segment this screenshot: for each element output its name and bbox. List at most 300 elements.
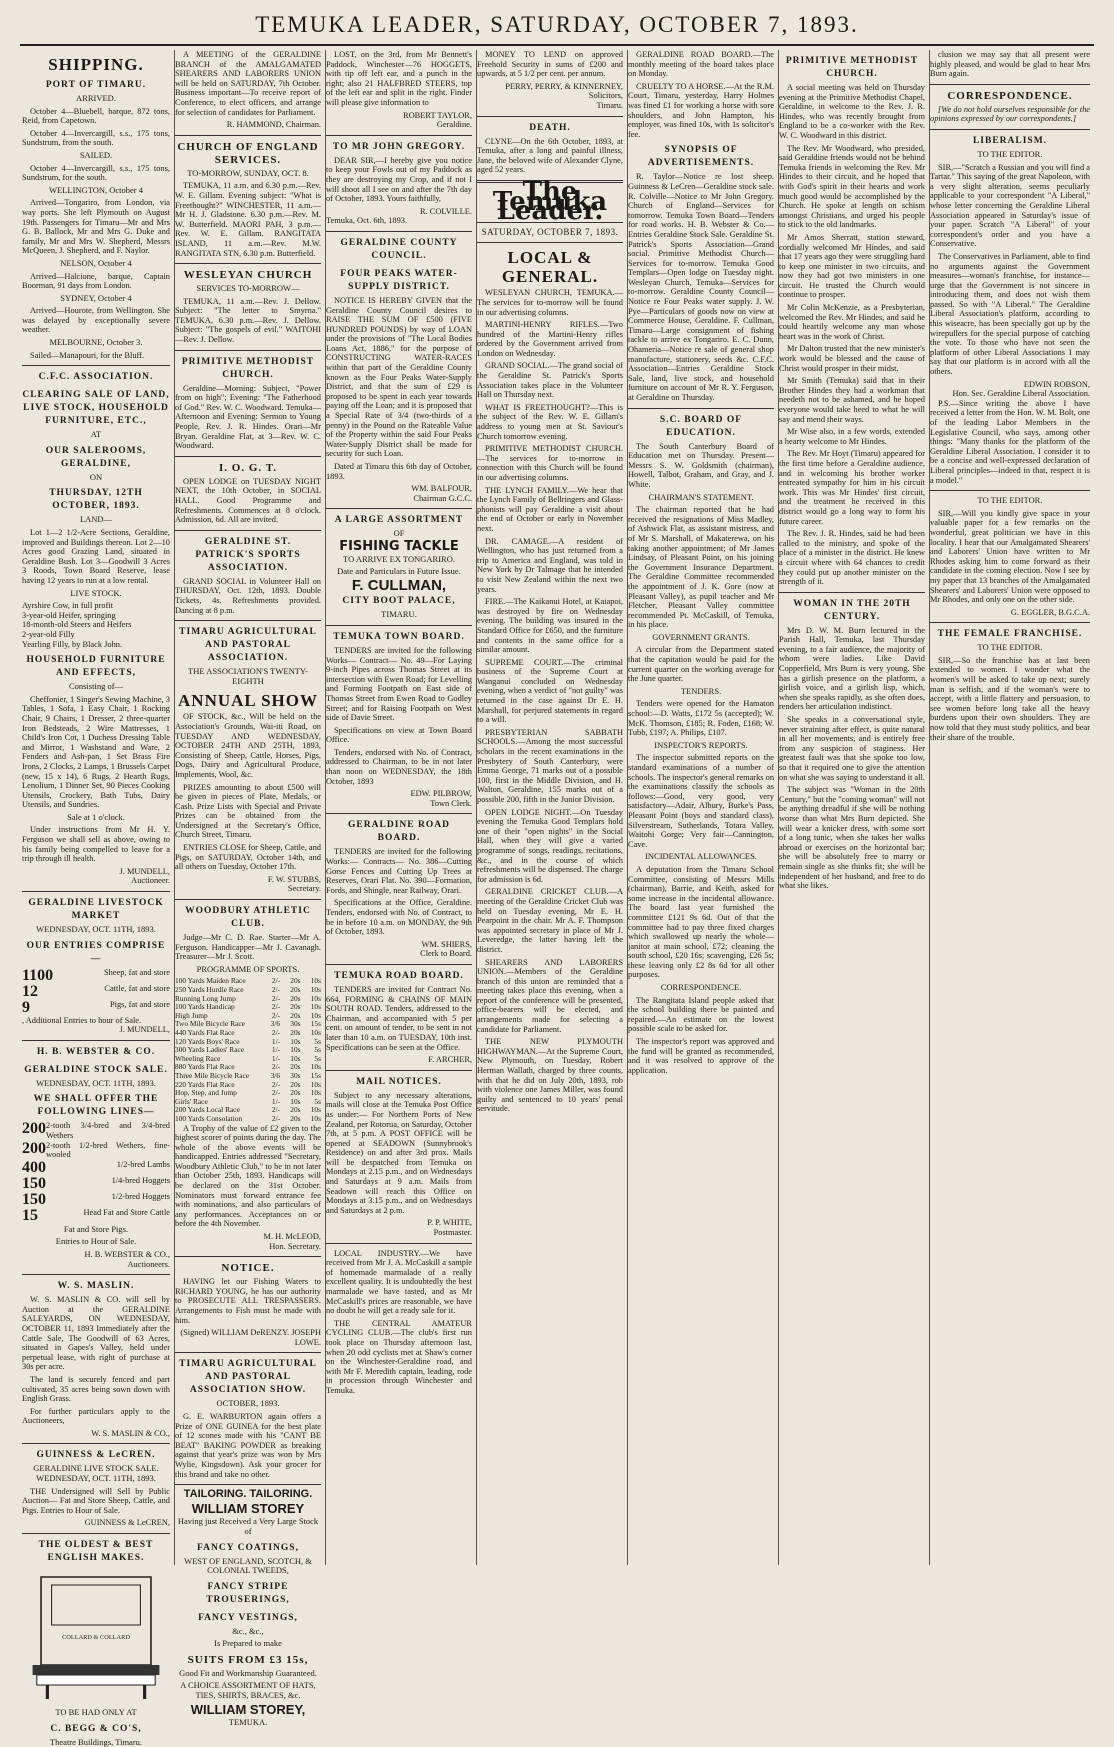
- primitive-text: Geraldine—Morning: Subject, "Power from on high"; Evening: "The Fatherhood of God." Rev. W. C. Woodward. Temuka—Afternoon and Evening: Sermon to Young People, Rev. J. R. Hindes. Orari—Mr Bryan. Geraldine Flat, at 3—Rev. W. C. Woodward.: [175, 383, 321, 451]
- masthead-rule: [20, 44, 1094, 46]
- iogt-text: OPEN LODGE on TUESDAY NIGHT NEXT, the 10th October, in SOCIAL HALL. Good Programme and Refreshments. Commences at 8 o'clock. Admission, 6d. All are invited.: [175, 476, 321, 525]
- gregory-heading: TO MR JOHN GREGORY.: [332, 141, 466, 152]
- maslin-heading: W. S. MASLIN.: [57, 1281, 135, 1292]
- woman-heading: WOMAN IN THE 20TH CENTURY.: [793, 598, 911, 622]
- divider: [175, 530, 321, 531]
- event-second-prize: 15s: [310, 1070, 321, 1080]
- divider: [22, 365, 170, 366]
- event-first-prize: 10s: [290, 1096, 301, 1106]
- closing-text: The inspector's report was approved and the fund will be granted as recommended, and it was resolved to approve of the application.: [628, 1037, 774, 1075]
- article-paragraph: Mr Dalton trusted that the new minister's work would be blessed and the cause of Christ would prosper in their midst.: [779, 344, 925, 373]
- clearing-sale-heading: CLEARING SALE OF LAND, LIVE STOCK, HOUSEHOLD FURNITURE, ETC.,: [22, 390, 170, 427]
- warburton-text: G. E. WARBURTON again offers a Prize of ONE GUINEA for the best plate of 12 scones made with his "CANT BE BEAT" BAKING POWDER as breaking against that year's prize was won by Mrs Wylie, Kingsdown). Ask your grocer for this brand and take no other.: [175, 1411, 321, 1479]
- article-paragraph: Mr Amos Sherratt, station steward, cordially welcomed Mr Hindes, and said that 17 years ago they were struggling hard to keep one minister in two circuits, and now they had got two ministers in one circuit. He trusted the Church would continue to prosper.: [779, 232, 925, 300]
- event-second-prize: 10s: [310, 1105, 321, 1115]
- on-label: ON: [89, 471, 103, 482]
- woodbury-officials: Judge—Mr C. D. Rae. Starter—Mr A. Ferguson. Handicapper—Mr J. Cavanagh. Treasurer—Mr J. Scott.: [175, 933, 321, 962]
- board-education-heading: S.C. BOARD OF EDUCATION.: [659, 414, 743, 438]
- four-peaks-text: NOTICE IS HEREBY GIVEN that the Geraldine County Council desires to RAISE THE SUM OF £500 (FIVE HUNDRED POUNDS) by way of LOAN under the provisions of "The Local Bodies Loans Act, 1886," for the purpose of CONSTRUCTING WATER-RACES within that part of the Geraldine County known as the Four Peaks Water-Supply District, and that the sum of £29 is proposed to be spent in each year towards paying off the Loan; and it is proposed that a Special Rate of 3/4 (two-thirds of a penny) in the Pound on the Rateable Value of the Property within the said Four Peaks Water-Supply District shall be made for security for such Loan.: [326, 295, 472, 459]
- sydney-text: Arrived—Hourote, from Wellington. She was delayed by exceptionally severe weather.: [22, 306, 170, 335]
- event-name: Girls' Race: [175, 1096, 208, 1106]
- government-grants-text: A circular from the Department stated that the capitation would be paid for the current quarter on the working average for the June quarter.: [628, 645, 774, 684]
- arrive-label: TO ARRIVE EX TONGARIRO.: [343, 553, 455, 564]
- column-7: [930, 50, 1090, 1565]
- article-paragraph: The subject was "Woman in the 20th Century," but the "coming woman" will not be anything dreadful if she will be nothing worse than what Mrs Burn depicted. She will wear a knicker dress, with some sort of a long tunic, when she takes her walks abroad or exercises on the horizontal bar; she will be absolutely free to marry or remain single as she thinks fit; she will be independent of her husband, and free to do what she likes.: [779, 785, 925, 891]
- trb-text: TENDERS are invited for Contract No. 664, FORMING & CHAINS OF MAIN SOUTH ROAD. Tenders, addressed to the Chairman, and accompanied with 5 per cent. on amount of tender, to be sent in not later than 10 a.m. on TUESDAY, 10th inst. Specifications can be seen at the Office.: [326, 984, 472, 1052]
- four-peaks-date: Dated at Timaru this 6th day of October, 1893.: [326, 462, 472, 481]
- event-name: 200 Yards Local Race: [175, 1105, 240, 1115]
- suits-price: SUITS FROM £3 15s,: [187, 1653, 309, 1666]
- geraldine-label: Geraldine.: [436, 120, 472, 130]
- tenders-text: Tenders were opened for the Hamaton school:—D. Watts, £172 5s (accepted); W. McK. Thomson, £185; R. Foden, £168; W. Tubb, £197; A. Philips, £107.: [628, 699, 774, 738]
- instructions-text: Under instructions from Mr H. Y. Ferguson we shall sell as above, owing to his family being compelled to leave for a trip through ill health.: [22, 825, 170, 864]
- cfc-heading: C.F.C. ASSOCIATION.: [38, 372, 154, 383]
- lost-notice: LOST, on the 3rd, from Mr Bennett's Paddock, Winchester—76 HOGGETS, with tip off left ear, and a punch in the right; also 21 HALFBRED STEERS, top of the left ear and split in the right. Finder will please give information to: [326, 50, 472, 107]
- auctioneer-label: Auctioneer.: [131, 876, 170, 886]
- article-paragraph: Mr Colin McKenzie, as a Presbyterian, welcomed the Rev. Mr Hindes, and said he could heartily welcome any man whose heart was in the work of Christ.: [779, 303, 925, 341]
- event-first-prize: 10s: [290, 1053, 301, 1063]
- event-second-prize: 15s: [310, 1019, 321, 1029]
- livestock-market-heading: GERALDINE LIVESTOCK MARKET: [28, 898, 164, 922]
- port-heading: PORT OF TIMARU.: [45, 80, 147, 90]
- guinness-signature: GUINNESS & LeCREN,: [84, 1518, 170, 1528]
- fat-pigs: Fat and Store Pigs.: [63, 1223, 129, 1234]
- event-fee: 2/-: [271, 1062, 281, 1072]
- divider: [175, 350, 321, 351]
- hon-sec-label: Hon. Secretary.: [269, 1241, 321, 1251]
- piano-footer: TO BE HAD ONLY AT: [55, 1707, 137, 1718]
- correspondence-heading: CORRESPONDENCE.: [660, 982, 742, 993]
- entries-heading: OUR ENTRIES COMPRISE—: [26, 940, 166, 964]
- offer-row: [22, 1141, 170, 1160]
- event-fee: 2/-: [271, 1027, 281, 1037]
- secretary-label: Secretary.: [287, 884, 321, 894]
- offer-desc: 1/2-bred Hoggets: [111, 1191, 170, 1201]
- robson-title: Hon. Sec. Geraldine Liberal Association.: [952, 389, 1090, 399]
- letter-paragraph: SIR,—So the franchise has at last been extended to women. I wonder what the women's will be asked to take up next; surely man is selfish, and if the woman's were to accept, with a little flattery and persuasion, to see women before long take all the heavy burdens upon their own shoulders. They are now told that they must study politics, and bear their share of the trouble.: [930, 655, 1090, 742]
- event-name: Hop, Step, and Jump: [175, 1088, 237, 1098]
- local-item: WESLEYAN CHURCH, TEMUKA.—The services for to-morrow will be found in our advertising columns.: [477, 288, 623, 317]
- offer-row: [22, 1121, 170, 1140]
- storey-signature: WILLIAM STOREY,: [190, 1701, 306, 1717]
- additional-entries: , Additional Entries to hour of Sale.: [22, 1015, 142, 1025]
- divider: [628, 408, 774, 409]
- divider: [477, 242, 623, 243]
- maslin-text-3: For further particulars apply to the Auctioneers,: [22, 1406, 170, 1426]
- timaru-label: TIMARU.: [381, 609, 417, 620]
- timaru-show-heading: TIMARU AGRICULTURAL AND PASTORAL ASSOCIATION SHOW.: [179, 1359, 317, 1396]
- event-second-prize: 10s: [310, 1010, 321, 1020]
- divider: [175, 620, 321, 621]
- divider: [326, 813, 472, 814]
- chairman-statement-heading: CHAIRMAN'S STATEMENT.: [648, 491, 754, 502]
- mundell-signature: J. MUNDELL,: [119, 1025, 170, 1035]
- column-4: [477, 50, 628, 1565]
- divider: [22, 1443, 170, 1444]
- divider: [175, 135, 321, 136]
- boot-palace: CITY BOOT PALACE,: [342, 596, 456, 607]
- event-second-prize: 10s: [310, 976, 321, 986]
- incidental-text: A deputation from the Timaru School Committee, consisting of Messrs Mills (chairman), Barrie, and Keith, asked for some increase in the incidental allowance. The board last year furnished the committee £121 9s 6d. Out of that the committee had to pay three fixed charges which swallowed up nearly the whole—janitor at main school, £72; cleaning the south school, £20 16s; scavenging, £26 5s; these leaving only £2 8s 6d for all other purposes.: [628, 864, 774, 980]
- divider: [175, 1256, 321, 1257]
- show-text: OF STOCK, &c., Will be held on the Association's Grounds, Wai-iti Road, on TUESDAY AND WEDNESDAY, OCTOBER 24TH AND 25TH, 1893, Consisting of Sheep, Cattle, Horses, Pigs, Dogs, Dairy and Agricultural Produce, Implements, Wool, &c.: [175, 712, 321, 779]
- offer-row: [22, 1176, 170, 1192]
- event-fee: 3/6: [270, 1019, 281, 1029]
- event-first-prize: 20s: [290, 976, 301, 986]
- to-editor-label: TO THE EDITOR.: [977, 495, 1043, 506]
- local-item: PRESBYTERIAN SABBATH SCHOOLS.—Among the most successful scholars in the recent examinations in the Presbytery of South Canterbury, were Emma George, 71 marks out of a possible 100, first in the Middle Division, and H. Walton, Geraldine, 155 marks out of a possible 200, fifth in the Junior Division.: [477, 727, 623, 804]
- pilbrow-signature: EDW. PILBROW,: [410, 789, 472, 799]
- event-fee: 2/-: [271, 1105, 281, 1115]
- event-name: 300 Yards Ladies' Race: [175, 1045, 245, 1055]
- article-paragraph: The Rev. Mr Woodward, who presided, said Geraldine friends would not be behind Temuka friends in welcoming the Rev. Mr Hindes to their circuit, and he hoped that with God's spirit in their hearts and work much good would be accomplished by the Church. He spoke at length on schism amongst Christians, and urged his people to stick to the old landmarks.: [779, 143, 925, 230]
- local-item: MARTINI-HENRY RIFLES.—Two hundred of the Martini-Henry rifles ordered by the Government arrived from London on Wednesday.: [477, 320, 623, 358]
- event-fee: 2/-: [271, 985, 281, 994]
- divider: [326, 135, 472, 136]
- postmaster-label: Postmaster.: [433, 1228, 472, 1238]
- notice-signature: (Signed) WILLIAM DeRENZY. JOSEPH LOWE.: [180, 1328, 321, 1347]
- local-item: THE NEW PLYMOUTH HIGHWAYMAN.—At the Supreme Court, New Plymouth, on Tuesday, Robert Herman Wallath, charged by three counts, with that he did on July 20th, 1893, rob with violence one James Miller, was found guilty and sentenced to 10 years' penal servitude.: [477, 1037, 623, 1114]
- grb-spec: Specifications at the Office, Geraldine. Tenders, endorsed with No. of Contract, to be in before 10 a.m. on MONDAY, the 9th of October, 1893.: [326, 898, 472, 937]
- entry-desc: Sheep, fat and store: [103, 967, 170, 977]
- event-fee: 2/-: [271, 1010, 281, 1020]
- offer-desc: 1/4-bred Hoggets: [111, 1175, 170, 1185]
- melbourne-dateline: MELBOURNE, October 3.: [49, 337, 143, 348]
- four-peaks-heading: FOUR PEAKS WATER-SUPPLY DISTRICT.: [340, 268, 458, 292]
- services-label: SERVICES TO-MORROW—: [196, 283, 300, 294]
- large-assortment: A LARGE ASSORTMENT: [334, 515, 464, 526]
- postscript: P.S.—Since writing the above I have received a letter from the Hon. W. M. Bolt, one of the leading Labor Members in the Legislative Council, who says, among other things: "Many thanks for the platform of the Geraldine Liberal Association. I consider it to be a concise and well-expressed declaration of Liberal principles—indeed in that, respect it is a model.": [930, 398, 1090, 485]
- auctioneers-label: Auctioneers.: [127, 1259, 170, 1269]
- event-second-prize: 10s: [310, 1027, 321, 1037]
- mundell-signature: J. MUNDELL,: [119, 866, 170, 876]
- divider: [326, 1070, 472, 1071]
- guarantee: Good Fit and Workmanship Guaranteed.: [179, 1667, 317, 1678]
- gregory-text: DEAR SIR,—I hereby give you notice to keep your Fowls out of my Paddock as they are destroying my Crop, and if not I will shoot all I see on and after the 7th day of October, 1893. Yours faithfully,: [326, 155, 472, 204]
- offer-count: 150: [22, 1174, 46, 1192]
- divider: [930, 129, 1090, 130]
- synopsis-text: R. Taylor—Notice re lost sheep. Guinness & LeCren—Geraldine stock sale. R. Colville—Notice to Mr John Gregory. Church of England—Services for tomorrow. Temuka Town Board—Tenders for road works. H. B. Webster & Co.—Entries Geraldine Stock Sale. Geraldine St. Patrick's Sports Association—Grand social. Primitive Methodist Church—Services for to-morrow. Temuka Good Templars—Open lodge on Tuesday night. Wesleyan Church, Temuka—Services for to-morrow. Geraldine County Council—Notice re Four Peaks water supply. J. W. Pye—Particulars of goods now on view at Commerce House, Geraldine. F. Cullman, Timaru—Large consignment of fishing tackle to arrive ex Tongariro. E. C. Dunn, Ohameria—Notice re sale of general shop manufacture, stationery, seeds &c. C.F.C. Association—Entries Geraldine Stock Sale, land, live stock, and household furniture on account of Mr R. Y. Ferguson, at Geraldine on Thursday.: [628, 172, 774, 402]
- event-first-prize: 20s: [290, 1027, 301, 1037]
- woodbury-heading: WOODBURY ATHLETIC CLUB.: [185, 906, 311, 930]
- offer-count: 150: [22, 1190, 46, 1208]
- article-paragraph: clusion we may say that all present were highly pleased, and would be glad to hear Mrs Burn again.: [930, 50, 1090, 79]
- article-paragraph: The Rev. Mr Hoyt (Timaru) appeared for the first time before a Geraldine audience, and in welcoming his brother worker entreated sympathy for him in his circuit work. This was Mr Hindes' first circuit, and the treatment he received in this district would go a long way to form his future career.: [779, 449, 925, 526]
- divider: [477, 116, 623, 117]
- local-item: THE LYNCH FAMILY.—We hear that the Lynch Family of Bellringers and Glass-phonists will pay Geraldine a visit about the end of October or early in November next.: [477, 485, 623, 533]
- twenty-eighth: THE ASSOCIATION'S TWENTY-EIGHTH: [188, 666, 308, 686]
- balfour-signature: WM. BALFOUR,: [411, 484, 472, 494]
- begg-name: C. BEGG & CO'S,: [50, 1723, 142, 1734]
- fancy-coatings: FANCY COATINGS,: [197, 1542, 299, 1553]
- livestock-item: 18-month-old Steers and Heifers: [22, 620, 132, 630]
- to-editor-label: TO THE EDITOR.: [977, 642, 1043, 653]
- event-first-prize: 30s: [290, 1019, 301, 1029]
- gcc-heading: GERALDINE COUNTY COUNCIL.: [340, 237, 458, 261]
- offer-heading: WE SHALL OFFER THE FOLLOWING LINES—: [33, 1094, 159, 1118]
- disclaimer: [We do not hold ourselves responsible for the opinions expressed by our correspondents.]: [930, 104, 1090, 124]
- inspector-heading: INSPECTOR'S REPORTS.: [654, 739, 748, 750]
- event-name: 880 Yards Flat Race: [175, 1062, 235, 1072]
- event-first-prize: 20s: [290, 1062, 301, 1072]
- piano-illustration: [22, 1569, 170, 1704]
- solicitors-label: Solicitors,: [588, 91, 623, 101]
- divider: [326, 508, 472, 509]
- event-first-prize: 10s: [290, 1045, 301, 1055]
- event-second-prize: 10s: [310, 1002, 321, 1012]
- perry-signature: PERRY, PERRY, & KINNERNEY,: [505, 81, 623, 91]
- entry-desc: Pigs, fat and store: [109, 999, 170, 1009]
- cullman-name: F. CULLMAN,: [351, 576, 447, 594]
- tenders-heading: TENDERS.: [680, 685, 722, 696]
- archer-signature: F. ARCHER,: [428, 1055, 472, 1065]
- offer-row: [22, 1192, 170, 1208]
- nelson-dateline: NELSON, October 4: [60, 257, 132, 268]
- event-second-prize: 10s: [310, 993, 321, 1003]
- event-row: [175, 1115, 321, 1124]
- event-first-prize: 20s: [290, 1088, 301, 1098]
- church-services-text: TEMUKA, 11 a.m. and 6.30 p.m.—Rev. W. E. Gillam. Evening subject: "What is Freethought?" WINCHESTER, 11 a.m.—Mr H. J. Gladstone. 6.30 p.m.—Rev. M. W. Butterfield. MAORI PAH, 3 p.m.—Rev. W. E. Gillam. RANGITATA ISLAND, 11 a.m.—Rev. M.W. RANGITATA STN, 6.30 p.m. Butterfield.: [175, 181, 321, 258]
- notice-text: HAVING let our Fishing Waters to RICHARD YOUNG, he has our authority to PROSECUTE ALL TRESPASSERS. Arrangements to Fish must be made with him.: [175, 1277, 321, 1325]
- liberalism-heading: LIBERALISM.: [972, 135, 1048, 146]
- iogt-heading: I. O. G. T.: [219, 461, 277, 474]
- shiers-signature: WM. SHIERS,: [421, 939, 472, 949]
- column-2: [175, 50, 326, 1728]
- theatre-address: Theatre Buildings, Timaru.: [49, 1736, 143, 1747]
- webster-heading: H. B. WEBSTER & CO.: [36, 1046, 156, 1057]
- offer-count: 15: [22, 1206, 38, 1224]
- geraldine-road-board-heading: GERALDINE ROAD BOARD.: [348, 820, 450, 844]
- colville-date: Temuka, Oct. 6th, 1893.: [326, 216, 408, 226]
- event-second-prize: 10s: [310, 1088, 321, 1098]
- event-fee: 1/-: [271, 1053, 281, 1063]
- event-name: Two Mile Bicycle Race: [175, 1019, 245, 1029]
- event-second-prize: 5s: [314, 1036, 321, 1046]
- local-item: SUPREME COURT.—The criminal business of the Supreme Court at Wanganui concluded on Wednesday evening, when a verdict of "not guilty" was returned in the case against Dr E. H. Marshall, for perjured statements in regard to a will.: [477, 657, 623, 725]
- event-fee: 2/-: [271, 1002, 281, 1012]
- event-name: 250 Yards Hurdle Race: [175, 985, 244, 994]
- melbourne-text: Sailed—Manapouri, for the Bluff.: [30, 350, 145, 360]
- event-name: High Jump: [175, 1010, 208, 1020]
- arrival-2: October 4—Invercargill, s.s., 175 tons, Sundstrum, from the south.: [22, 128, 170, 148]
- event-second-prize: 10s: [310, 985, 321, 994]
- column-6: [779, 50, 930, 1565]
- local-item: PRIMITIVE METHODIST CHURCH.—The services for to-morrow in connection with this Church will be found in our advertising columns.: [477, 444, 623, 482]
- robson-signature: EDWIN ROBSON,: [1023, 379, 1090, 389]
- event-name: Three Mile Bicycle Race: [175, 1070, 250, 1080]
- town-board-spec: Specifications on view at Town Board Office.: [326, 725, 472, 745]
- event-name: Wheeling Race: [175, 1053, 221, 1063]
- mail-text: Subject to any necessary alterations, mails will close at the Temuka Post Office as under:— For Northern Ports of New Zealand, per Rotorua, on Saturday, October 7th, at 5 p.m. A POST OFFICE will be opened at SEADOWN (Sunnybrook's Residence) on and after 3rd prox. Mails will be despatched from Temuka on Mondays at 2.15 p.m., and on Wednesdays and Saturdays at 9 a.m. Mails from Seadown will reach this Office on Mondays at 3.15 p.m., and on Wednesdays and Saturdays at 2 p.m.: [326, 1090, 472, 1215]
- divider: [175, 899, 321, 900]
- divider: [326, 231, 472, 232]
- local-item: FIRE.—The Kaikanui Hotel, at Kaiapoi, was destroyed by fire on Wednesday evening. The building was insured in the Standard Office for £650, and the furniture and contents in the same office for a similar amount.: [477, 597, 623, 655]
- article-paragraph: Mr Wise also, in a few words, extended a hearty welcome to Mr Hindes.: [779, 427, 925, 446]
- divider: [175, 456, 321, 457]
- household-text: Cheffonier, 1 Singer's Sewing Machine, 3 Tables, 1 Sofa, 1 Easy Chair, 1 Rocking Chair, 9 Chairs, 1 Dresser, 2 three-quarter Iron Bedsteads, 2 Wire Mattresses, 1 Child's Iron Cot, 1 Duchess Dressing Table and Mirror, 1 Washstand and Ware, 2 Fenders and Ash-pan, 1 Set Brass Fire Irons, 2 Clocks, 2 Lamps, 1 Brussels Carpet (new, 15 x 14), 6 Rugs, 2 Hearth Rugs, Lenolium, 1 Dinner Set, 90 Pieces Cooking Utensils, Crockery, Bath Tubs, Dairy Utensils, and Sundries.: [22, 694, 170, 810]
- prepared-label: Is Prepared to make: [214, 1638, 282, 1649]
- government-grants-heading: GOVERNMENT GRANTS.: [652, 631, 750, 642]
- annual-show-heading: ANNUAL SHOW: [178, 691, 318, 711]
- article-paragraph: The Rev. J. R. Hindes, said he had been called to the ministry, and spoke of the place of a minister in the district. He knew a circuit where with 64 chances to credit they could put up another minister on the strength of it.: [779, 529, 925, 587]
- event-name: Running Long Jump: [175, 993, 236, 1003]
- storey-heading: WILLIAM STOREY: [191, 1500, 305, 1516]
- town-board-heading: TEMUKA TOWN BOARD.: [333, 631, 465, 642]
- storey-intro: Having just Received a Very Large Stock of: [177, 1516, 319, 1536]
- offer-count: 200: [22, 1139, 46, 1157]
- mcleod-signature: M. H. McLEOD,: [263, 1232, 321, 1242]
- road-board-note: GERALDINE ROAD BOARD.—The monthly meeting of the board takes place on Monday.: [628, 50, 774, 79]
- timaru-label: Timaru.: [596, 100, 623, 110]
- wesleyan-text: TEMUKA, 11 a.m.—Rev. J. Dellow. Subject: "The letter to Smyrna." TEMUKA, 6.30 p.m.—Rev. J. Dellow. Subject: "The gospels of evil." WAITOHI—Rev. J. Dellow.: [175, 296, 321, 345]
- divider: [175, 263, 321, 264]
- divider: [326, 1243, 472, 1244]
- event-first-prize: 20s: [290, 985, 301, 994]
- divider: [22, 1533, 170, 1534]
- live-stock-sale: GERALDINE LIVE STOCK SALE. WEDNESDAY, OCT. 11TH, 1893.: [33, 1463, 159, 1484]
- clerk-board-label: Clerk to Board.: [420, 949, 472, 959]
- grb-text: TENDERS are invited for the following Works:— Contracts— No. 386—Cutting Gorse Fences and Cutting Up Trees at Reserves, Orari Flat. No. 390—Formation, Fords, and Shingle, near Railway, Orari.: [326, 847, 472, 895]
- divider: [22, 1274, 170, 1275]
- divider: [22, 1040, 170, 1041]
- stock-sale-date: WEDNESDAY, OCT. 11TH, 1893.: [36, 1077, 156, 1088]
- column-3: [326, 50, 477, 1565]
- event-fee: 2/-: [271, 993, 281, 1003]
- guinness-heading: GUINNESS & LeCREN.: [36, 1450, 156, 1461]
- wellington-text: Arrived—Tongariro, from London, via way ports. She left Plymouth on August 19th. Passengers for Timaru—Mr and Mrs G. B. Ballock, Mr and Mrs G. Duke and family, Mr and Mrs W. Shepherd, Messrs McQueen, J. Shepherd, and F. Naylor.: [22, 198, 170, 256]
- event-fee: 2/-: [271, 1113, 281, 1123]
- divider: [326, 625, 472, 626]
- trouserings: FANCY STRIPE TROUSERINGS,: [206, 1581, 290, 1605]
- entry-row: [22, 1000, 170, 1016]
- woodbury-conditions: A Trophy of the value of £2 given to the highest scorer of points during the day. The whole of the above events will be handicapped. Entries addressed "Secretary, Woodbury Athletic Club," to be in not later than October 25th, 1893. Handicaps will be declared on the 31st October. Nominators must forward entrance fee with nominations, and also particulars of any performances. Acceptances on or before the 4th November.: [175, 1123, 321, 1229]
- event-first-prize: 20s: [290, 993, 301, 1003]
- correspondence-heading: CORRESPONDENCE.: [947, 89, 1073, 102]
- event-fee: 1/-: [271, 1036, 281, 1046]
- livestock-item: Ayrshire Cow, in full profit: [22, 601, 114, 611]
- article-paragraph: She speaks in a conversational style, never straining after effect, is quite natural in all her movements, and is entirely free from any suspicion of staginess. Her greatest fault was that she spoke too low, so that it required one to give the attention on what she was saying to understand it all.: [779, 715, 925, 782]
- event-first-prize: 20s: [290, 1002, 301, 1012]
- entry-row: [22, 984, 170, 1000]
- local-item: OPEN LODGE NIGHT.—On Tuesday evening the Temuka Good Templars hold one of their "open nights" in the Social Hall, when they will give a varied programme of songs, readings, recitations, &c., and in the course of which refreshments will be dispensed. The charge for admission is 6d.: [477, 807, 623, 884]
- event-first-prize: 10s: [290, 1036, 301, 1046]
- offer-desc: 2-tooth 3/4-bred and 3/4-bred Wethers: [46, 1121, 170, 1140]
- paper-title: The Temuka Leader.: [492, 176, 608, 227]
- land-text: Lot 1—2 1/2-Acre Sections, Geraldine, improved and Buildings thereon. Lot 2—10 Acres good Grazing Land, situated in Geraldine Bush. Lot 3—Goodwill 3 Acres 3 Roods, Town Board Reserve, lease having 12 years to run at a low rental.: [22, 528, 170, 585]
- inspector-text: The inspector submitted reports on the standard examinations of a number of schools. The inspector's general remarks on the examinations classify the schools as follows:—Good, very good, very satisfactory—Adair, Albury, Burke's Pass, Pleasant Point (boys and standard class), Silverstream, Sutherlands, Totara Valley, Waitohi Gorge; Very fair—Cannington, Cave.: [628, 753, 775, 849]
- tailoring-heading: TAILORING. TAILORING.: [183, 1488, 313, 1501]
- female-franchise-heading: THE FEMALE FRANCHISE.: [937, 629, 1083, 640]
- sydney-dateline: SYDNEY, October 4: [60, 292, 132, 303]
- stock-sale-heading: GERALDINE STOCK SALE.: [24, 1064, 168, 1075]
- entries-note: Entries to Hour of Sale.: [55, 1236, 137, 1247]
- local-industry-text: LOCAL INDUSTRY.—We have received from Mr J. A. McCaskill a sample of homemade marmalade of a really excellent quality. It is undoubtedly the best marmalade we have tasted, and as Mr McCaskill's prices are reasonable, we have no doubt he will get a ready sale for it.: [326, 1248, 472, 1316]
- chairman-label: Chairman G.C.C.: [413, 493, 472, 503]
- entries-close-text: ENTRIES CLOSE for Sheep, Cattle, and Pigs, on SATURDAY, October 14th, and all others on Tuesday, October 17th.: [175, 843, 321, 872]
- maslin-text-2: The land is securely fenced and part cultivated, 35 acres being sown down with English Grass.: [22, 1374, 170, 1404]
- event-fee: 2/-: [271, 976, 281, 986]
- offer-count: 200: [22, 1120, 46, 1138]
- article-paragraph: Mrs D. W. M. Burn lectured in the Parish Hall, Temuka, last Thursday evening, to a fair audience, the majority of whom were ladies. Like David Copperfield, Mrs Burn is very young. She has a girlish presence on the platform, a girlish voice, and a girlish lisp, which, when she speaks rapidly, as she often does, renders her articulation indistinct.: [779, 625, 925, 712]
- sale-time: Sale at 1 o'clock.: [67, 811, 125, 822]
- primitive-heading: PRIMITIVE METHODIST CHURCH.: [181, 356, 315, 380]
- event-second-prize: 5s: [314, 1096, 321, 1106]
- entry-count: 12: [22, 982, 38, 1000]
- local-item: SHEARERS AND LABORERS UNION.—Members of the Geraldine branch of this union are reminded that a meeting takes place this evening, when a report of the conference will be presented, office-bearers will be elected, and arrangements made for selecting a candidate for Parliament.: [477, 957, 623, 1034]
- divider: [930, 622, 1090, 623]
- event-name: 440 Yards Flat Race: [175, 1027, 235, 1037]
- arrived-label: ARRIVED.: [76, 93, 116, 103]
- masthead: TEMUKA LEADER, SATURDAY, OCTOBER 7, 1893.: [255, 12, 859, 37]
- taylor-signature: ROBERT TAYLOR,: [403, 110, 472, 120]
- local-item: GERALDINE CRICKET CLUB.—A meeting of the Geraldine Cricket Club was held on Tuesday evening, Mr E. H. Pearpoint in the chair. Mr A. F. Thompson was appointed secretary in place of Mr J. Leveredge, the latter having left the district.: [477, 887, 623, 954]
- article-paragraph: A social meeting was held on Thursday evening at the Primitive Methodist Chapel, Geraldine, in welcome to the Rev. J. R. Hindes, who was recently brought from England to be a co-worker with the Rev. W. C. Woodward in this district.: [779, 83, 925, 140]
- events-table: [175, 977, 321, 1123]
- sale-date: THURSDAY, 12TH OCTOBER, 1893.: [49, 488, 143, 512]
- entry-desc: Cattle, fat and store: [104, 983, 170, 993]
- offer-row: [22, 1208, 170, 1224]
- board-education-text: The South Canterbury Board of Education met on Thursday. Present—Messrs S. W. Goldsmith (chairman), Howell, Talbot, Graham, and Gray, and J. White.: [628, 441, 774, 489]
- local-item: DR. CAMAGE.—A resident of Wellington, who has just returned from a trip to America and England, was told in New York by Dr Talmage that he intended to visit New Zealand within the next two years.: [477, 536, 623, 594]
- letter-paragraph: The Conservatives in Parliament, able to find no arguments against the Government measures—woman's franchise, for instance—urge that the Government is not sincere in introducing them, and does not wish them passed. So with "A Liberal." The Geraldine Liberal Association's platform, according to this wiseacre, has been specially got up by the wirepullers for the special purpose of catching the vote. To those who have not seen the platform of other Liberal Associations I may say that our platform is in accord with all the others.: [930, 251, 1090, 377]
- column-5: [628, 50, 779, 1565]
- october-label: OCTOBER, 1893.: [216, 1398, 280, 1409]
- cycling-text: THE CENTRAL AMATEUR CYCLING CLUB.—The club's first run took place on Thursday afternoon last, when 20 odd cyclists met at Shaw's corner on the Winchester-Geraldine road, and with Mr F. Meredith captain, leading, rode in procession through Winchester and Temuka.: [326, 1318, 472, 1395]
- event-first-prize: 20s: [290, 1079, 301, 1089]
- event-fee: 3/6: [270, 1070, 281, 1080]
- offer-row: [22, 1160, 170, 1176]
- event-first-prize: 30s: [290, 1070, 301, 1080]
- market-date: WEDNESDAY, OCT. 11TH, 1893.: [36, 924, 156, 935]
- etc-label: &c., &c.,: [232, 1625, 264, 1636]
- event-name: 120 Yards Boys' Race: [175, 1036, 240, 1046]
- at-label: AT: [90, 429, 102, 440]
- event-fee: 2/-: [271, 1079, 281, 1089]
- sailed-label: SAILED.: [79, 149, 113, 160]
- st-patrick-text: GRAND SOCIAL in Volunteer Hall on THURSDAY, Oct. 12th, 1893. Double Tickets, 4s. Refreshments provided. Dancing at 8 p.m.: [175, 576, 321, 615]
- sailing-1: October 4—Invercargill, s.s., 175 tons, Sundstrum, for the south.: [22, 163, 170, 183]
- local-item: GRAND SOCIAL.—The grand social of the Geraldine St. Patrick's Sports Association takes place in the Volunteer Hall on Thursday next.: [477, 361, 623, 400]
- event-name: 220 Yards Flat Race: [175, 1079, 235, 1089]
- divider: [22, 891, 170, 892]
- offer-desc: Head Fat and Store Cattle: [83, 1207, 170, 1217]
- article-paragraph: Mr Smith (Temuka) said that in their Brother Hindes they had a workman that needeth not to be ashamed, and he hoped everyone would take heed to what he will say and mend their ways.: [779, 376, 925, 424]
- dates-label: Date and Particulars in Future Issue.: [337, 566, 461, 577]
- event-second-prize: 10s: [310, 1062, 321, 1072]
- piano-heading: THE OLDEST & BEST ENGLISH MAKES.: [38, 1540, 154, 1564]
- divider: [175, 1352, 321, 1353]
- primitive-methodist-heading: PRIMITIVE METHODIST CHURCH.: [785, 56, 919, 79]
- town-board-text: TENDERS are invited for the following Works— Contract— No. 49—For Laying 9-inch Pipes across Thomas Street at its intersection with Ewen Road; for Levelling and Forming Footpath on East side of Thomas Street from Ewen Road to Godley Street; and for Raising Footpath on West side of Davie Street.: [326, 645, 472, 723]
- livestock-heading: LIVE STOCK.: [70, 587, 122, 598]
- timaru-ag-heading: TIMARU AGRICULTURAL AND PASTORAL ASSOCIATION.: [179, 627, 317, 664]
- money-notice: MONEY TO LEND on approved Freehold Security in sums of £200 and upwards, at 5 1/2 per cent. per annum.: [477, 50, 623, 79]
- to-editor-label: TO THE EDITOR.: [977, 148, 1043, 159]
- event-second-prize: 5s: [314, 1053, 321, 1063]
- town-board-tenders: Tenders, endorsed with No. of Contract, addressed to Chairman, to be in not later than noon on WEDNESDAY, the 18th October, 1893: [326, 747, 472, 786]
- tomorrow-date: TO-MORROW, SUNDAY, OCT. 8.: [187, 167, 309, 178]
- chairman-statement-text: The chairman reported that he had received the resignations of Miss Madley, of Ashwick Flat, as assistant mistress, and of Mr S. Marshall, of Makaterewa, on his taking another appointment; of Mr James Lindsay, of Pleasant Point, on his joining the Government Insurance Department. The Geraldine Committee recommended the appointment of J. K. Gore (now at Pleasant Valley), as pupil teacher and Mr Fletcher, Pleasant Valley committee recommended Pt. McCaskill, of Temuka, in his place.: [628, 505, 774, 630]
- guinness-text: THE Undersigned will Sell by Public Auction— Fat and Store Sheep, Cattle, and Pigs. Entries to Hour of Sale.: [22, 1486, 170, 1515]
- tweeds: WEST OF ENGLAND, SCOTCH, & COLONIAL TWEEDS,: [184, 1555, 312, 1576]
- temuka-road-board-heading: TEMUKA ROAD BOARD.: [334, 970, 464, 981]
- event-second-prize: 10s: [310, 1113, 321, 1123]
- shipping-heading: SHIPPING.: [48, 55, 144, 74]
- column-1: [22, 50, 175, 1747]
- synopsis-heading: SYNOPSIS OF ADVERTISEMENTS.: [647, 145, 755, 169]
- entry-count: 1100: [22, 966, 54, 984]
- offer-desc: 2-tooth 1/2-bred Wethers, fine-wooled: [46, 1140, 170, 1160]
